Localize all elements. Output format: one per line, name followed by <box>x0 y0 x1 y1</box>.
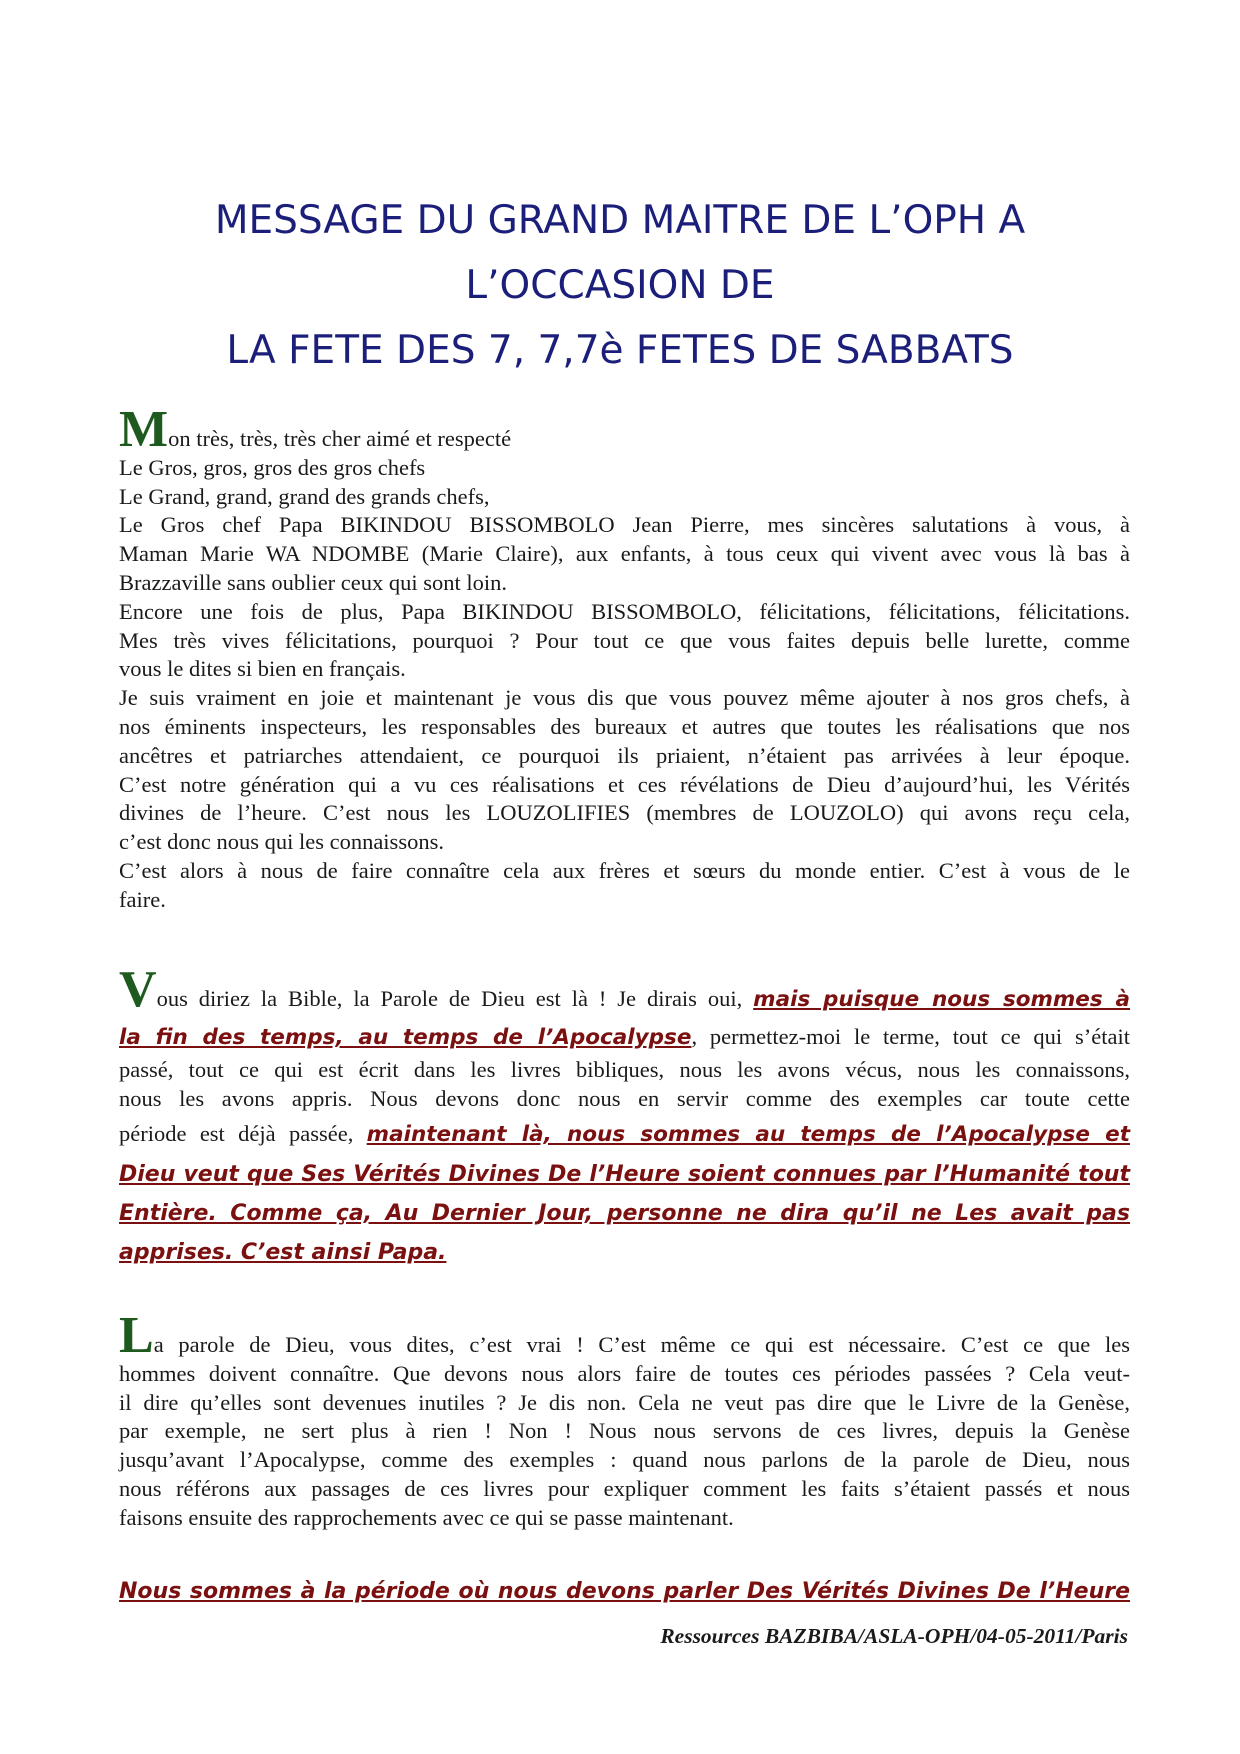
highlighted-text: mais puisque nous sommes à <box>753 987 1130 1012</box>
paragraph-1-line: Brazzaville sans oublier ceux qui sont loin. <box>119 569 508 595</box>
paragraph-1-line: C’est notre génération qui a vu ces réalisations et ces révélations de Dieu d’aujourd’hui, les Vérités <box>119 771 1130 797</box>
document-title <box>120 188 1120 383</box>
paragraph-1-line: divines de l’heure. C’est nous les LOUZOLIFIES (membres de LOUZOLO) qui avons reçu cela, <box>119 800 1130 826</box>
highlighted-text: maintenant là, nous sommes au temps de l’Apocalypse et <box>366 1121 1130 1147</box>
paragraph-1-line: nos éminents inspecteurs, les responsables des bureaux et autres que toutes les réalisations que nos <box>119 713 1130 739</box>
paragraph-1-line: on très, très, très cher aimé et respecté <box>168 426 512 451</box>
paragraph-2-line: passé, tout ce qui est écrit dans les livres bibliques, nous les avons vécus, nous les connaissons, <box>119 1057 1130 1082</box>
paragraph-1-line: Mes très vives félicitations, pourquoi ? Pour tout ce que vous faites depuis belle lurette, comme <box>119 627 1130 653</box>
paragraph-1-line: C’est alors à nous de faire connaître cela aux frères et sœurs du monde entier. C’est à vous de le <box>119 857 1130 883</box>
paragraph-1-line: vous le dites si bien en français. <box>119 656 406 682</box>
paragraph-1-line: Le Grand, grand, grand des grands chefs, <box>119 483 490 509</box>
title-line-3: LA FETE DES 7, 7,7è FETES DE SABBATS <box>226 328 1014 373</box>
title-line-1: MESSAGE DU GRAND MAITRE DE L’OPH A <box>214 198 1026 243</box>
paragraph-2-text: ous diriez la Bible, la Parole de Dieu est là ! Je dirais oui, <box>156 986 754 1011</box>
highlighted-text: la fin des temps, au temps de l’Apocalypse <box>119 1025 692 1050</box>
dropcap: M <box>119 401 169 458</box>
paragraph-2 <box>119 961 1130 1272</box>
paragraph-4 <box>119 1572 1130 1611</box>
paragraph-3-text: a parole de Dieu, vous dites, c’est vrai ! C’est même ce qui est nécessaire. C’est ce que les <box>153 1332 1130 1357</box>
paragraph-2-text: période est déjà passée, <box>119 1120 367 1146</box>
paragraph-3-line: jusqu’avant l’Apocalypse, comme des exemples : quand nous parlons de la parole de Dieu, nous <box>119 1447 1130 1473</box>
paragraph-1-line: Le Gros chef Papa BIKINDOU BISSOMBOLO Jean Pierre, mes sincères salutations à vous, à <box>119 512 1130 538</box>
paragraph-2-line: nous les avons appris. Nous devons donc nous en servir comme des exemples car toute cette <box>119 1085 1130 1111</box>
paragraph-3-line: hommes doivent connaître. Que devons nous alors faire de toutes ces périodes passées ? Cela veut- <box>119 1360 1130 1386</box>
highlighted-line: Nous sommes à la période où nous devons parler Des Vérités Divines De l’Heure <box>119 1579 1130 1604</box>
paragraph-3-line: il dire qu’elles sont devenues inutiles ? Je dis non. Cela ne veut pas dire que le Livre de la Genèse, <box>119 1389 1130 1415</box>
title-line-2: L’OCCASION DE <box>465 263 775 308</box>
footer-source: Ressources BAZBIBA/ASLA-OPH/04-05-2011/Paris <box>660 1624 1128 1648</box>
paragraph-1-line: ancêtres et patriarches attendaient, ce pourquoi ils priaient, n’étaient pas arrivées à leur époque. <box>119 742 1130 768</box>
paragraph-3 <box>119 1307 1130 1533</box>
paragraph-3-line: nous référons aux passages de ces livres pour expliquer comment les faits s’étaient passés et nous <box>119 1475 1130 1501</box>
paragraph-1-line: c’est donc nous qui les connaissons. <box>119 829 444 855</box>
dropcap: L <box>119 1307 154 1364</box>
paragraph-3-line: faisons ensuite des rapprochements avec ce qui se passe maintenant. <box>119 1504 734 1530</box>
highlighted-line: Dieu veut que Ses Vérités Divines De l’Heure soient connues par l’Humanité tout <box>119 1161 1130 1187</box>
paragraph-3-line: par exemple, ne sert plus à rien ! Non ! Nous nous servons de ces livres, depuis la Genèse <box>119 1418 1130 1444</box>
highlighted-line: Entière. Comme ça, Au Dernier Jour, personne ne dira qu’il ne Les avait pas <box>119 1200 1130 1226</box>
paragraph-1 <box>119 401 1130 915</box>
paragraph-1-line: Maman Marie WA NDOMBE (Marie Claire), aux enfants, à tous ceux qui vivent avec vous là bas à <box>119 541 1130 567</box>
paragraph-2-text: , permettez-moi le terme, tout ce qui s’était <box>691 1024 1130 1049</box>
paragraph-1-line: Le Gros, gros, gros des gros chefs <box>119 454 426 480</box>
paragraph-1-line: Encore une fois de plus, Papa BIKINDOU BISSOMBOLO, félicitations, félicitations, félicitations. <box>119 598 1130 624</box>
paragraph-1-line: Je suis vraiment en joie et maintenant je vous dis que vous pouvez même ajouter à nos gros chefs, à <box>119 685 1130 711</box>
highlighted-line: apprises. C’est ainsi Papa. <box>119 1239 447 1265</box>
paragraph-1-line: faire. <box>119 886 166 912</box>
dropcap: V <box>119 961 157 1018</box>
